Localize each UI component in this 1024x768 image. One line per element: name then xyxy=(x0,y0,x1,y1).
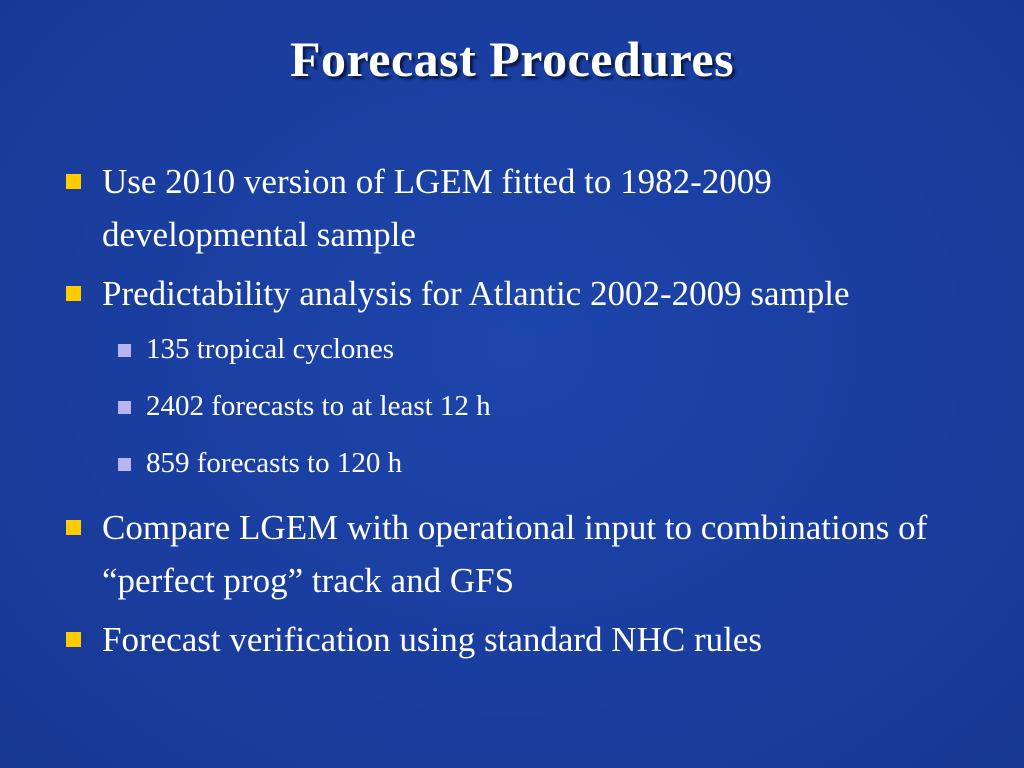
square-bullet-icon xyxy=(66,632,81,647)
square-bullet-icon xyxy=(66,286,81,301)
bullet-item xyxy=(62,613,962,666)
bullet-text: Compare LGEM with operational input to combinations of “perfect prog” track and GFS xyxy=(102,508,945,600)
bullet-item xyxy=(62,501,962,607)
sub-bullet-item xyxy=(62,330,962,369)
sub-bullet-item xyxy=(62,387,962,426)
slide-title: Forecast Procedures xyxy=(289,31,735,87)
sub-bullet-text: 859 forecasts to 120 h xyxy=(146,447,403,479)
bullet-item xyxy=(62,155,962,261)
square-sub-bullet-icon xyxy=(118,344,131,357)
square-bullet-icon xyxy=(66,520,81,535)
bullet-list xyxy=(62,155,962,672)
bullet-text: Predictability analysis for Atlantic 2002-2009 sample xyxy=(102,274,850,313)
square-bullet-icon xyxy=(66,174,81,189)
sub-bullet-text: 135 tropical cyclones xyxy=(146,333,395,365)
bullet-item xyxy=(62,267,962,320)
bullet-text: Use 2010 version of LGEM fitted to 1982-2009 developmental sample xyxy=(102,162,772,254)
sub-bullet-text: 2402 forecasts to at least 12 h xyxy=(146,390,491,422)
bullet-text: Forecast verification using standard NHC rules xyxy=(102,620,762,659)
square-sub-bullet-icon xyxy=(118,458,131,471)
square-sub-bullet-icon xyxy=(118,401,131,414)
sub-bullet-item xyxy=(62,444,962,483)
